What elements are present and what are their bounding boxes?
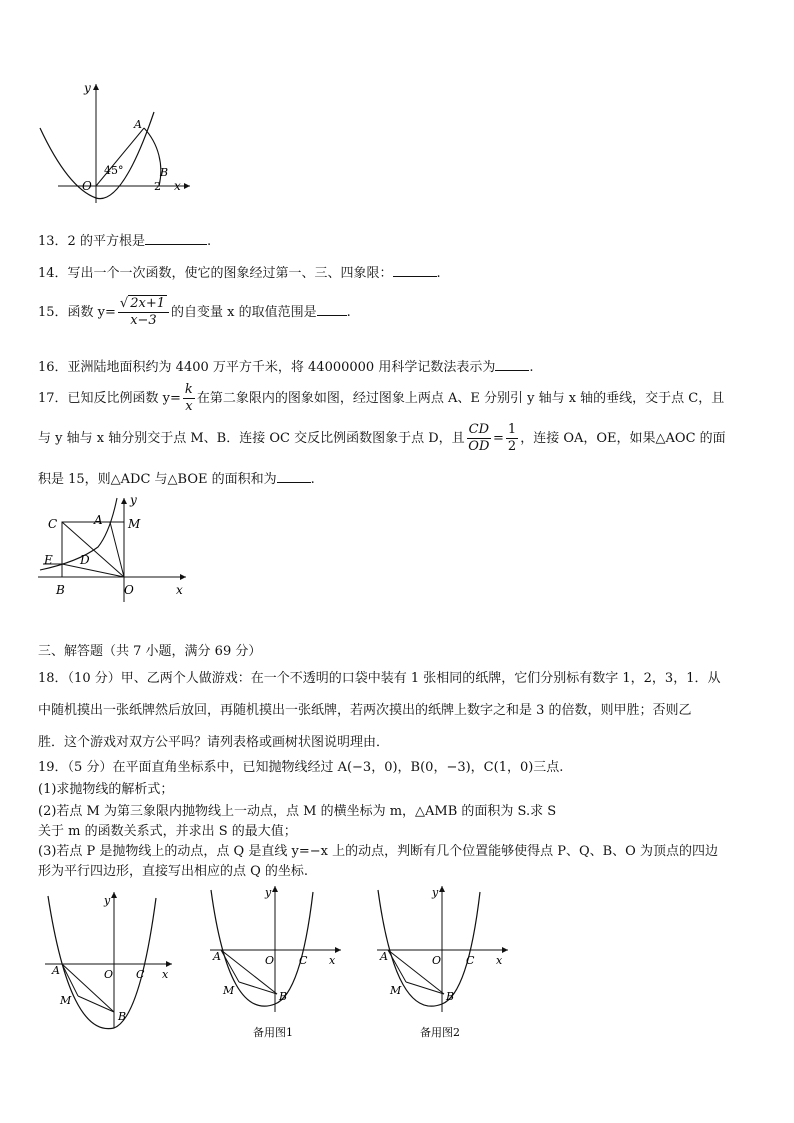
question-18-line1: 18．（10 分）甲、乙两个人做游戏：在一个不透明的口袋中装有 1 张相同的纸牌，它们分别标有数字 1，2，3，1．从 <box>38 671 721 686</box>
question-17-line2: 与 y 轴与 x 轴分别交于点 M、B．连接 OC 交反比例函数图象于点 D，且 $\frac{CD}{OD}$ = $\frac{1}{2}$ ，连接 OA，OE，如果△AOC 的面 <box>38 422 726 454</box>
fig19b-O: O <box>265 954 275 967</box>
fig17-E: E <box>44 553 53 567</box>
fig19a-O: O <box>104 968 114 981</box>
fig17-O: O <box>124 583 134 597</box>
fig17-M: M <box>128 517 141 531</box>
answer-blank-16[interactable] <box>495 358 529 371</box>
fig19a-A: A <box>52 964 60 977</box>
question-19-part2-cont: 关于 m 的函数关系式，并求出 S 的最大值； <box>38 824 297 839</box>
question-19-part2: (2)若点 M 为第三象限内抛物线上一动点，点 M 的横坐标为 m，△AMB 的面积为 S.求 S <box>38 804 557 819</box>
fig-top-angle: 45° <box>104 164 124 177</box>
fig19c-M: M <box>390 984 402 997</box>
fig19b-B: B <box>279 990 288 1003</box>
fig19c-x: x <box>496 954 503 967</box>
question-19-part3-cont: 形为平行四边形，直接写出相应的点 Q 的坐标. <box>38 864 309 879</box>
fig19a-x: x <box>162 968 169 981</box>
question-19-part1: (1)求抛物线的解析式； <box>38 782 174 797</box>
figure-parabola-sector <box>30 78 200 208</box>
fig19a-M: M <box>60 994 72 1007</box>
fig19c-A: A <box>380 950 388 963</box>
figure-q19-backup-2 <box>372 882 517 1042</box>
fig17-D: D <box>80 553 90 567</box>
answer-blank-13[interactable] <box>145 232 207 245</box>
answer-blank-14[interactable] <box>393 264 437 277</box>
fraction-k-over-x: $\frac{k}{x}$ <box>184 382 193 414</box>
fig19c-caption: 备用图2 <box>420 1026 460 1039</box>
fig19c-O: O <box>432 954 442 967</box>
fig19b-caption: 备用图1 <box>253 1026 293 1039</box>
fig17-B: B <box>56 583 65 597</box>
fig-top-O: O <box>82 179 92 193</box>
fig17-y: y <box>130 493 137 507</box>
fig17-x: x <box>176 583 183 597</box>
question-19-line1: 19．（5 分）在平面直角坐标系中，已知抛物线经过 A(−3，0)，B(0，−3)，C(1，0)三点. <box>38 760 564 775</box>
fig19c-B: B <box>446 990 455 1003</box>
fig-top-x: x <box>174 179 181 193</box>
question-13: 13．2 的平方根是 . <box>38 234 212 249</box>
fig19a-y: y <box>104 894 111 907</box>
fig-top-2: 2 <box>154 180 161 193</box>
question-16: 16．亚洲陆地面积约为 4400 万平方千米，将 44000000 用科学记数法表示为 . <box>38 360 534 375</box>
fig-top-B: B <box>160 166 169 179</box>
figure-q19-main <box>40 888 180 1033</box>
fig19b-y: y <box>265 886 272 899</box>
fraction-one-half: $\frac{1}{2}$ <box>507 422 517 454</box>
fig-top-y: y <box>84 81 91 95</box>
answer-blank-17[interactable] <box>277 470 311 483</box>
fig19c-C: C <box>466 954 475 967</box>
figure-q19-backup-1 <box>205 882 350 1042</box>
section-3-heading: 三、解答题（共 7 小题，满分 69 分） <box>38 644 262 659</box>
fig19b-C: C <box>299 954 308 967</box>
question-19-part3: (3)若点 P 是抛物线上的动点，点 Q 是直线 y=−x 上的动点，判断有几个位置能够使得点 P、Q、B、O 为顶点的四边 <box>38 844 718 859</box>
figure-q17 <box>38 492 198 607</box>
fig19a-B: B <box>118 1010 127 1023</box>
fig19c-y: y <box>432 886 439 899</box>
question-18-line2: 中随机摸出一张纸牌然后放回，再随机摸出一张纸牌，若两次摸出的纸牌上数字之和是 3 的倍数，则甲胜；否则乙 <box>38 703 692 718</box>
fig19a-C: C <box>136 968 145 981</box>
question-17-line1: 17．已知反比例函数 y= $\frac{k}{x}$ 在第二象限内的图象如图，经过图象上两点 A、E 分别引 y 轴与 x 轴的垂线，交于点 C，且 <box>38 382 725 414</box>
fraction-cd-od: $\frac{CD}{OD}$ <box>468 422 490 454</box>
fig19b-x: x <box>329 954 336 967</box>
question-14: 14．写出一个一次函数，使它的图象经过第一、三、四象限： . <box>38 266 441 281</box>
answer-blank-15[interactable] <box>317 303 347 316</box>
fig17-A: A <box>94 513 103 527</box>
fraction-15: $\frac{√ 2x+1}{x-3}$ <box>118 296 169 329</box>
question-17-line3: 积是 15，则△ADC 与△BOE 的面积和为 . <box>38 472 315 487</box>
question-18-line3: 胜．这个游戏对双方公平吗？请列表格或画树状图说明理由． <box>38 735 390 750</box>
question-15: 15．函数 y= $\frac{√ 2x+1}{x-3}$ 的自变量 x 的取值范围是 . <box>38 296 351 328</box>
fig17-C: C <box>48 517 58 531</box>
fig-top-A: A <box>134 118 142 131</box>
fig19b-M: M <box>223 984 235 997</box>
fig19b-A: A <box>213 950 221 963</box>
